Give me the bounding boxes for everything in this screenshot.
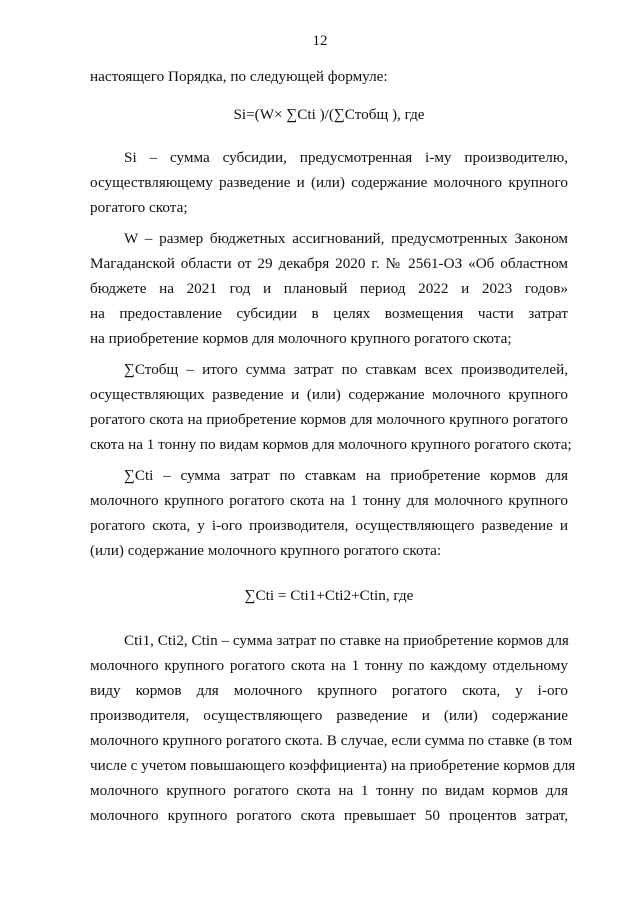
text-line: (или) содержание молочного крупного рогатого скота:: [90, 542, 442, 559]
main-formula: Si=(W× ∑Cti )/(∑Стобщ ), где: [233, 106, 425, 123]
text-line: Магаданской области от 29 декабря 2020 г. № 2561-ОЗ «Об областном: [90, 255, 568, 272]
text-line: скота на 1 тонну по видам кормов для молочного крупного рогатого скота;: [90, 436, 572, 453]
definition-ctobsh: [90, 357, 572, 457]
sum-formula: ∑Cti = Cti1+Cti2+Ctin, где: [244, 587, 414, 604]
text-line: бюджете на 2021 год и плановый период 2022 и 2023 годов»: [90, 280, 568, 297]
text-line: рогатого скота;: [90, 199, 188, 216]
document-body: [90, 64, 576, 828]
text-line: молочного крупного рогатого скота на 1 тонну для молочного крупного: [90, 492, 568, 509]
text-line: ∑Cti – сумма затрат по ставкам на приобретение кормов для: [124, 467, 568, 484]
text-line: молочного крупного рогатого скота превышает 50 процентов затрат,: [90, 807, 568, 824]
page-number: 12: [312, 33, 328, 49]
text-line: Cti1, Cti2, Ctin – сумма затрат по ставке на приобретение кормов для: [124, 632, 569, 649]
text-line: ∑Стобщ – итого сумма затрат по ставкам всех производителей,: [124, 361, 568, 378]
definition-si: [90, 145, 568, 220]
intro-line: настоящего Порядка, по следующей формуле:: [90, 68, 388, 85]
definition-cti: [90, 463, 568, 563]
text-line: молочного крупного рогатого скота. В случае, если сумма по ставке (в том: [90, 732, 573, 749]
definition-cti-parts: [90, 628, 576, 828]
text-line: рогатого скота на приобретение кормов для молочного крупного рогатого: [90, 411, 568, 428]
text-line: молочного крупного рогатого скота на 1 тонну по каждому отдельному: [90, 657, 568, 674]
text-line: рогатого скота, у i-ого производителя, осуществляющего разведение и: [90, 517, 568, 534]
text-line: молочного крупного рогатого скота на 1 тонну по видам кормов для: [90, 782, 568, 799]
text-line: виду кормов для молочного крупного рогатого скота, у i-ого: [90, 682, 568, 699]
text-line: на приобретение кормов для молочного крупного рогатого скота;: [90, 330, 512, 347]
text-line: осуществляющему разведение и (или) содержание молочного крупного: [90, 174, 568, 191]
text-line: производителя, осуществляющего разведение и (или) содержание: [90, 707, 568, 724]
text-line: на предоставление субсидии в целях возмещения части затрат: [90, 305, 568, 322]
text-line: числе с учетом повышающего коэффициента) на приобретение кормов для: [90, 757, 576, 774]
definition-w: [90, 226, 568, 351]
text-line: осуществляющих разведение и (или) содержание молочного крупного: [90, 386, 568, 403]
text-line: Si – сумма субсидии, предусмотренная i-му производителю,: [124, 149, 568, 166]
text-line: W – размер бюджетных ассигнований, предусмотренных Законом: [124, 230, 568, 247]
